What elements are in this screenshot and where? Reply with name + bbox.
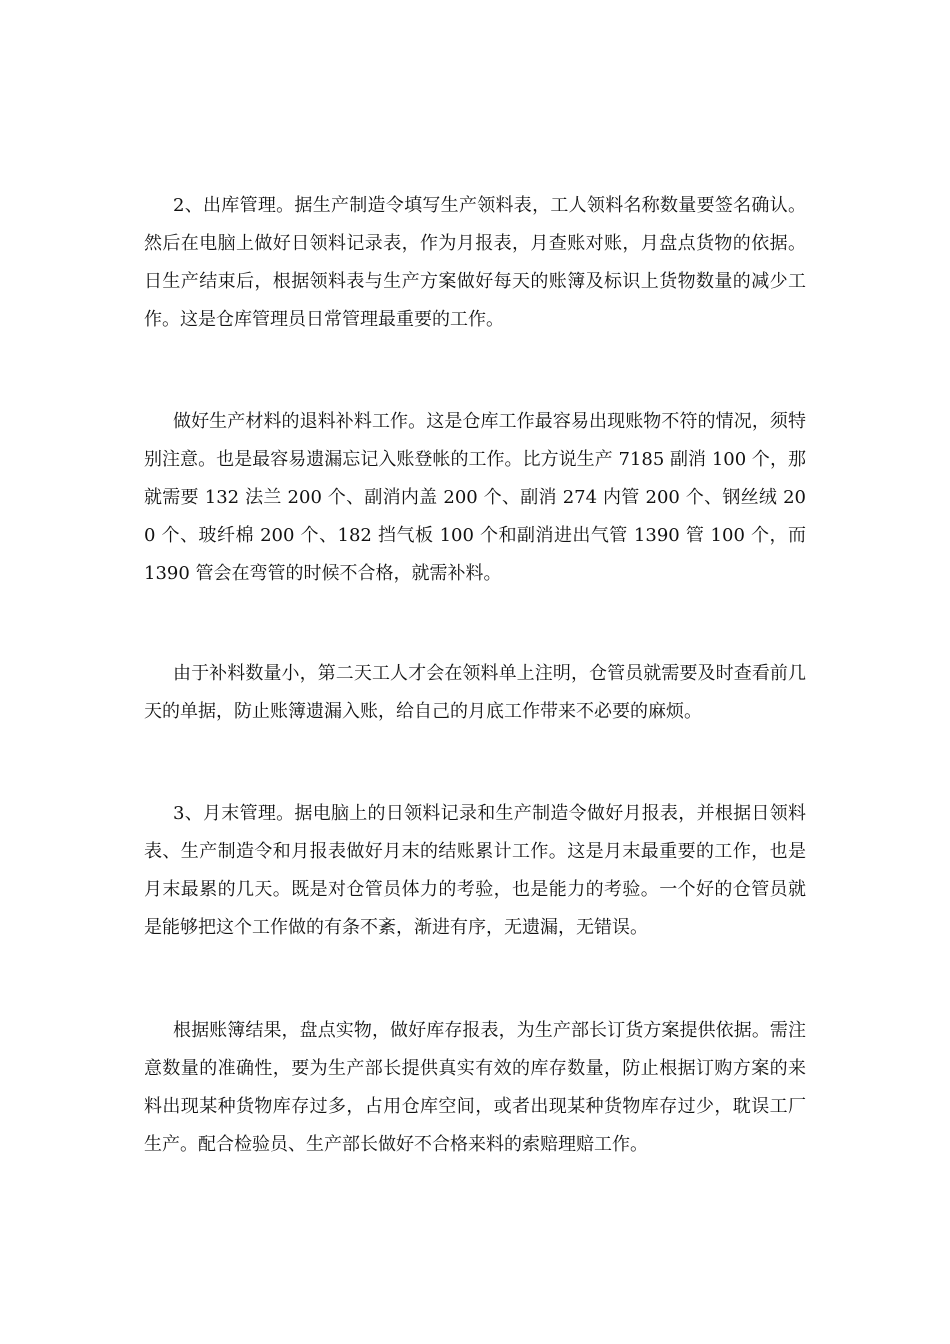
- paragraph-return-replenish: 做好生产材料的退料补料工作。这是仓库工作最容易出现账物不符的情况，须特别注意。也是最容易遗漏忘记入账登帐的工作。比方说生产 7185 副消 100 个，那就需要 132 法兰 200 个、副消内盖 200 个、副消 274 内管 200 个、钢丝绒 200 个、玻纤棉 200 个、182 挡气板 100 个和副消进出气管 1390 管 100 个，而 1390 管会在弯管的时候不合格，就需补料。: [144, 411, 806, 584]
- paragraph-month-end-management: 3、月末管理。据电脑上的日领料记录和生产制造令做好月报表，并根据日领料表、生产制造令和月报表做好月末的结账累计工作。这是月末最重要的工作，也是月末最累的几天。既是对仓管员体力的考验，也是能力的考验。一个好的仓管员就是能够把这个工作做的有条不紊，渐进有序，无遗漏，无错误。: [144, 803, 806, 938]
- paragraph-replenish-note: 由于补料数量小，第二天工人才会在领料单上注明，仓管员就需要及时查看前几天的单据，防止账簿遗漏入账，给自己的月底工作带来不必要的麻烦。: [144, 663, 806, 722]
- paragraph-inventory-report: 根据账簿结果，盘点实物，做好库存报表，为生产部长订货方案提供依据。需注意数量的准确性，要为生产部长提供真实有效的库存数量，防止根据订购方案的来料出现某种货物库存过多，占用仓库空间，或者出现某种货物库存过少，耽误工厂生产。配合检验员、生产部长做好不合格来料的索赔理赔工作。: [144, 1020, 806, 1155]
- paragraph-outbound-management: 2、出库管理。据生产制造令填写生产领料表，工人领料名称数量要签名确认。然后在电脑上做好日领料记录表，作为月报表，月查账对账，月盘点货物的依据。日生产结束后，根据领料表与生产方案做好每天的账簿及标识上货物数量的减少工作。这是仓库管理员日常管理最重要的工作。: [144, 195, 806, 330]
